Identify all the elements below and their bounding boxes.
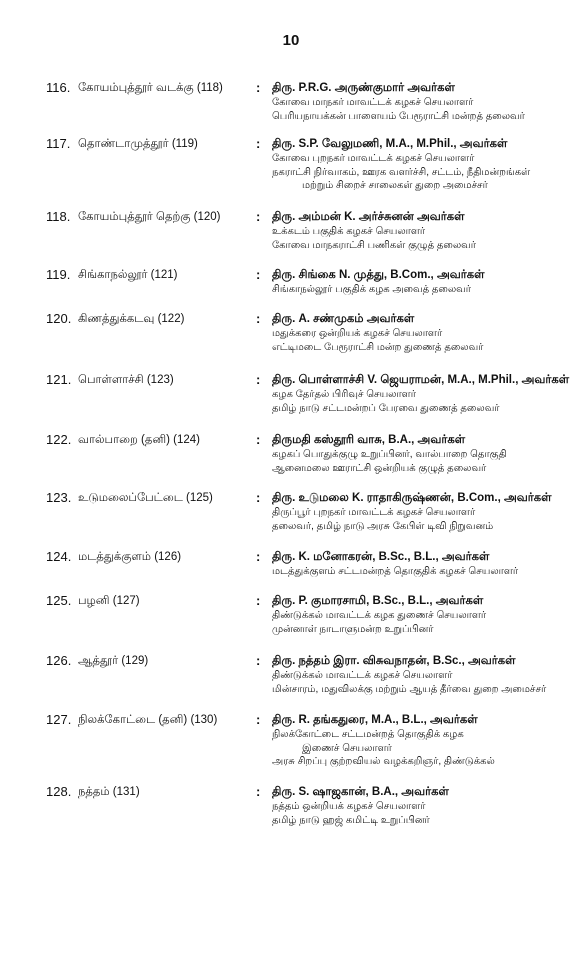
- candidate-name: திரு. நத்தம் இரா. விசுவநாதன், B.Sc., அவர்கள்: [272, 655, 516, 667]
- candidate-details: [272, 209, 572, 252]
- separator-colon: :: [256, 311, 261, 326]
- designation-line: மற்றும் சிறைச் சாலைகள் துறை அமைச்சர்: [302, 180, 488, 191]
- entry-number: 128.: [46, 784, 72, 799]
- designation-line: தமிழ் நாடு ஹஜ் கமிட்டி உறுப்பினர்: [272, 814, 430, 826]
- designation-line: தலைவர், தமிழ் நாடு அரசு கேபிள் டிவி நிறுவனம்: [272, 520, 494, 532]
- entry-number: 126.: [46, 653, 72, 668]
- candidate-name: திரு. P. குமாரசாமி, B.Sc., B.L., அவர்கள்: [272, 595, 484, 607]
- candidate-details: [272, 432, 572, 475]
- separator-colon: :: [256, 136, 261, 151]
- designation-line: கழகப் பொதுக்குழு உறுப்பினர், வால்பாறை தொகுதி: [272, 449, 507, 460]
- candidate-name: திரு. அம்மன் K. அர்ச்சுனன் அவர்கள்: [272, 211, 465, 223]
- candidate-name: திரு. சிங்கை N. முத்து, B.Com., அவர்கள்: [272, 269, 485, 281]
- designation-line: பெரியநாயக்கன் பாளையம் பேரூராட்சி மன்றத் தலைவர்: [272, 110, 525, 122]
- entry-number: 118.: [46, 209, 71, 224]
- candidate-name: திரு. S. ஷாஜகான், B.A., அவர்கள்: [272, 786, 449, 798]
- candidate-name: திருமதி கஸ்தூரி வாசு, B.A., அவர்கள்: [272, 434, 466, 446]
- separator-colon: :: [256, 267, 261, 282]
- separator-colon: :: [256, 784, 261, 799]
- designation-line: கோவை மாநகராட்சி பணிகள் குழுத் தலைவர்: [272, 239, 476, 251]
- constituency-name: ஆத்தூர் (129): [78, 655, 149, 667]
- constituency-name: பொள்ளாச்சி (123): [78, 374, 174, 386]
- designation-line: சிங்காநல்லூர் பகுதிக் கழக அவைத் தலைவர்: [272, 284, 471, 295]
- entry-number: 120.: [46, 311, 72, 326]
- candidate-details: [272, 712, 572, 769]
- candidate-details: [272, 267, 572, 297]
- designation-line: கழக தேர்தல் பிரிவுச் செயலாளர்: [272, 389, 416, 400]
- constituency-name: கிணத்துக்கடவு (122): [78, 313, 185, 325]
- designation-line: கோவை புறநகர் மாவட்டக் கழகச் செயலாளர்: [272, 153, 475, 164]
- candidate-details: [272, 784, 572, 827]
- entry-number: 123.: [46, 490, 72, 505]
- candidate-details: [272, 136, 572, 193]
- designation-line: திருப்பூர் புறநகர் மாவட்டக் கழகச் செயலாளர்: [272, 507, 476, 518]
- candidate-name: திரு. A. சண்முகம் அவர்கள்: [272, 313, 415, 325]
- designation-line: அரசு சிறப்பு குற்றவியல் வழக்கறிஞர், திண்டுக்கல்: [272, 756, 495, 767]
- designation-line: நத்தம் ஒன்றியக் கழகச் செயலாளர்: [272, 801, 426, 812]
- entry-number: 116.: [46, 80, 71, 95]
- separator-colon: :: [256, 653, 261, 668]
- entry-number: 119.: [46, 267, 71, 282]
- candidate-details: [272, 80, 572, 123]
- constituency-name: கோயம்புத்தூர் வடக்கு (118): [78, 82, 223, 94]
- constituency-name: நத்தம் (131): [78, 786, 140, 798]
- designation-line: இணைச் செயலாளர்: [302, 742, 392, 754]
- constituency-name: சிங்காநல்லூர் (121): [78, 269, 178, 281]
- page-number: 10: [282, 32, 300, 49]
- designation-line: நகராட்சி நிர்வாகம், ஊரக வளர்ச்சி, சட்டம், நீதிமன்றங்கள்: [272, 166, 531, 178]
- separator-colon: :: [256, 490, 261, 505]
- designation-line: மதுக்கரை ஒன்றியக் கழகச் செயலாளர்: [272, 328, 443, 339]
- candidate-name: திரு. பொள்ளாச்சி V. ஜெயராமன், M.A., M.Phil., அவர்கள்: [272, 374, 570, 386]
- candidate-details: [272, 653, 572, 696]
- separator-colon: :: [256, 209, 261, 224]
- separator-colon: :: [256, 593, 261, 608]
- candidate-name: திரு. உடுமலை K. ராதாகிருஷ்ணன், B.Com., அவர்கள்: [272, 492, 552, 504]
- candidate-details: [272, 549, 572, 579]
- candidate-details: [272, 311, 572, 354]
- separator-colon: :: [256, 80, 261, 95]
- candidate-name: திரு. K. மனோகரன், B.Sc., B.L., அவர்கள்: [272, 551, 490, 563]
- designation-line: உக்கடம் பகுதிக் கழகச் செயலாளர்: [272, 226, 426, 237]
- designation-line: கோவை மாநகர் மாவட்டக் கழகச் செயலாளர்: [272, 97, 474, 108]
- designation-line: நிலக்கோட்டை சட்டமன்றத் தொகுதிக் கழக: [272, 729, 464, 740]
- constituency-name: கோயம்புத்தூர் தெற்கு (120): [78, 211, 221, 223]
- designation-line: திண்டுக்கல் மாவட்டக் கழகச் செயலாளர்: [272, 670, 453, 681]
- designation-line: மடத்துக்குளம் சட்டமன்றத் தொகுதிக் கழகச் செயலாளர்: [272, 566, 519, 577]
- designation-line: எட்டிமடை பேரூராட்சி மன்ற துணைத் தலைவர்: [272, 341, 484, 353]
- entry-number: 122.: [46, 432, 72, 447]
- constituency-name: வால்பாறை (தனி) (124): [78, 434, 200, 446]
- entry-number: 127.: [46, 712, 72, 727]
- entry-number: 124.: [46, 549, 72, 564]
- constituency-name: பழனி (127): [78, 595, 140, 607]
- entry-number: 121.: [46, 372, 72, 387]
- separator-colon: :: [256, 549, 261, 564]
- designation-line: தமிழ் நாடு சட்டமன்றப் பேரவை துணைத் தலைவர்: [272, 402, 500, 414]
- separator-colon: :: [256, 432, 261, 447]
- constituency-name: மடத்துக்குளம் (126): [78, 551, 182, 563]
- candidate-name: திரு. S.P. வேலுமணி, M.A., M.Phil., அவர்கள்: [272, 138, 508, 150]
- candidate-details: [272, 490, 572, 533]
- designation-line: திண்டுக்கல் மாவட்டக் கழக துணைச் செயலாளர்: [272, 610, 487, 621]
- entry-number: 125.: [46, 593, 72, 608]
- separator-colon: :: [256, 712, 261, 727]
- candidate-name: திரு. R. தங்கதுரை, M.A., B.L., அவர்கள்: [272, 714, 478, 726]
- designation-line: மின்சாரம், மதுவிலக்கு மற்றும் ஆயத் தீர்வை துறை அமைச்சர்: [272, 683, 547, 695]
- designation-line: ஆனைமலை ஊராட்சி ஒன்றியக் குழுத் தலைவர்: [272, 462, 487, 474]
- entry-number: 117.: [46, 136, 71, 151]
- separator-colon: :: [256, 372, 261, 387]
- candidate-details: [272, 372, 572, 415]
- candidate-details: [272, 593, 572, 636]
- constituency-name: தொண்டாமுத்தூர் (119): [78, 138, 198, 150]
- constituency-name: நிலக்கோட்டை (தனி) (130): [78, 714, 218, 726]
- designation-line: முன்னாள் நாடாளுமன்ற உறுப்பினர்: [272, 623, 434, 635]
- candidate-name: திரு. P.R.G. அருண்குமார் அவர்கள்: [272, 82, 455, 94]
- constituency-name: உடுமலைப்பேட்டை (125): [78, 492, 213, 504]
